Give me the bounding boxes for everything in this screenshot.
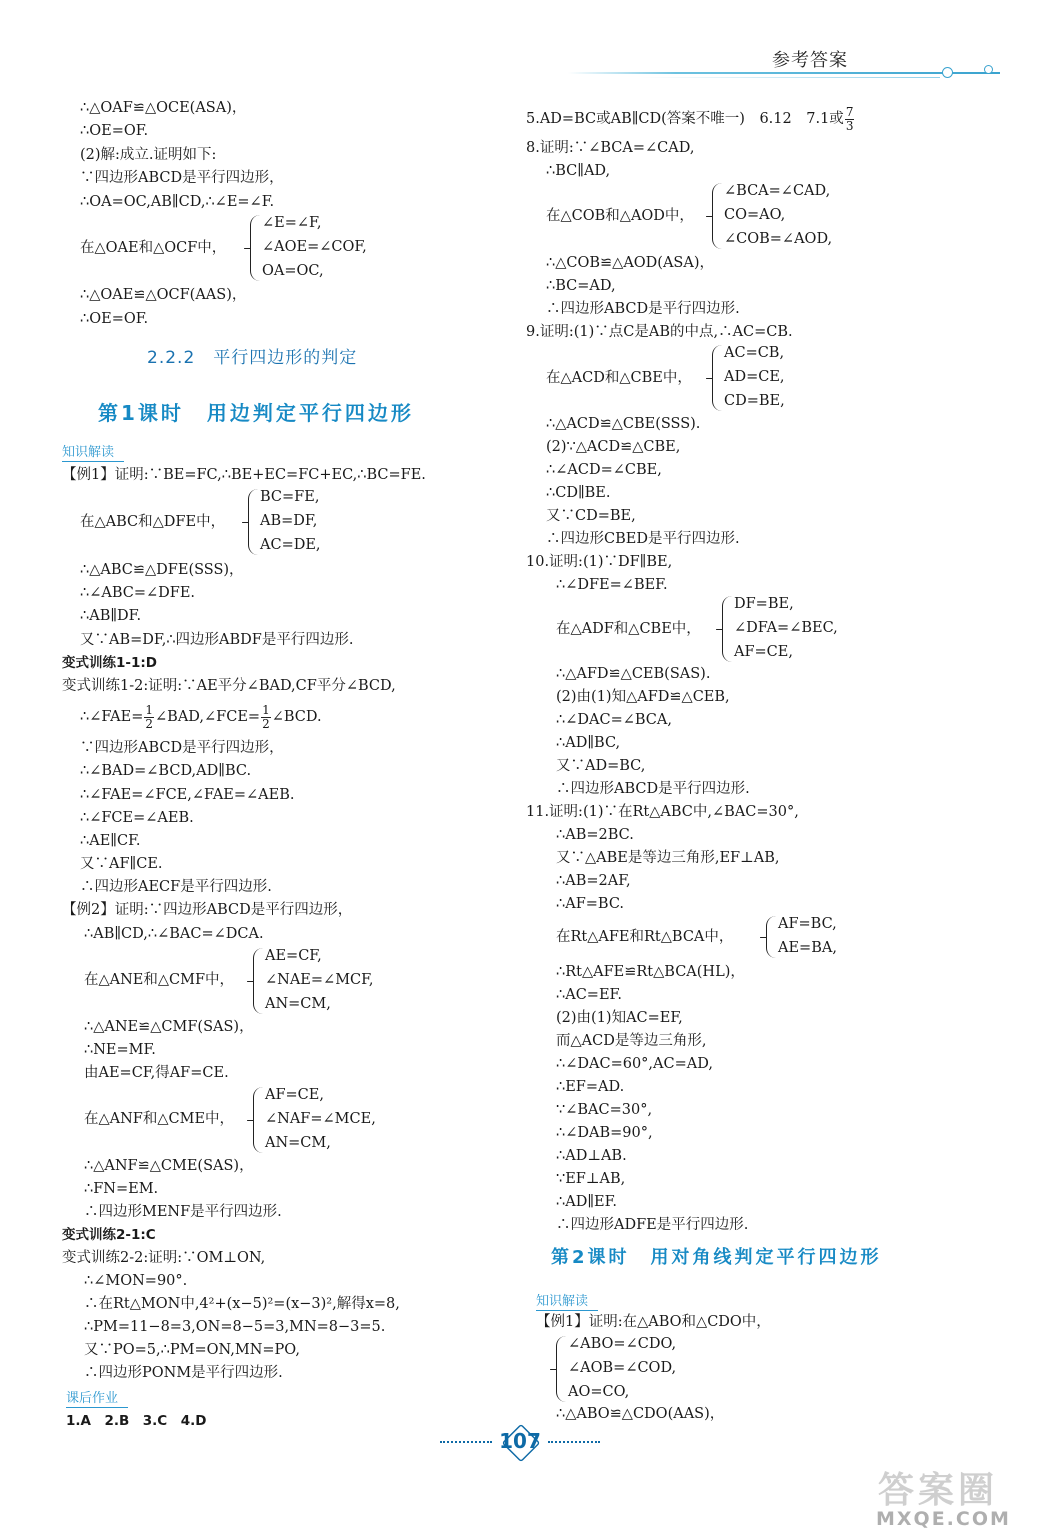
- system-item: ∠AOB=∠COD,: [568, 1360, 677, 1376]
- text-line: ∴四边形MENF是平行四边形.: [84, 1204, 282, 1220]
- system-item: AN=CM,: [265, 996, 331, 1012]
- variant-answer: 变式训练2-1:C: [62, 1227, 156, 1243]
- system-item: AD=CE,: [724, 369, 785, 385]
- fraction-denominator: 2: [145, 716, 154, 731]
- variant-line: 变式训练2-2:证明:∵OM⊥ON,: [62, 1250, 266, 1266]
- equation-system: [712, 343, 832, 413]
- system-item: AE=BA,: [778, 940, 837, 956]
- system-item: CD=BE,: [724, 393, 785, 409]
- lesson-title: 第2课时 用对角线判定平行四边形: [551, 1247, 882, 1268]
- text-line: ∴AB=2BC.: [556, 827, 634, 843]
- text-line: 又∵AB=DF,∴四边形ABDF是平行四边形.: [80, 632, 354, 648]
- answer-text: 5.AD=BC或AB∥CD(答案不唯一) 6.12 7.1或: [526, 111, 844, 127]
- text-line: (2)解:成立.证明如下:: [80, 147, 217, 163]
- text-line: 又∵AD=BC,: [556, 758, 646, 774]
- header-rule: [568, 72, 1000, 74]
- text-line: ∴AF=BC.: [556, 896, 625, 912]
- system-item: AO=CO,: [568, 1384, 630, 1400]
- system-lead: 在△OAE和△OCF中，: [80, 240, 227, 256]
- fraction-line: [80, 703, 322, 731]
- system-lead: 在△ANE和△CMF中，: [84, 972, 235, 988]
- system-lead: 在△ANF和△CME中，: [84, 1111, 235, 1127]
- text-line: ∴EF=AD.: [556, 1079, 625, 1095]
- brace-icon: [766, 916, 777, 958]
- brace-icon: [250, 215, 261, 281]
- text-line: ∴∠ACD=∠CBE,: [546, 462, 662, 478]
- text-line: ∵∠BAC=30°,: [556, 1102, 653, 1118]
- text-line: ∴△COB≌△AOD(ASA)，: [546, 255, 714, 271]
- system-item: AF=CE,: [734, 644, 793, 660]
- text-line: ∴AB∥DF.: [80, 608, 142, 624]
- brace-icon: [253, 948, 264, 1014]
- system-item: ∠NAE=∠MCF,: [265, 972, 374, 988]
- text-line: 而△ACD是等边三角形,: [556, 1033, 707, 1049]
- header-circle-icon: [942, 67, 953, 78]
- fraction-denominator: 3: [845, 118, 854, 133]
- text-line: 又∵△ABE是等边三角形,EF⊥AB,: [556, 850, 780, 866]
- fraction: [144, 704, 154, 731]
- system-item: AC=CB,: [724, 345, 785, 361]
- text-line: ∴BC∥AD,: [546, 163, 611, 179]
- system-item: AF=CE,: [265, 1087, 324, 1103]
- header-circle-icon: [984, 65, 993, 74]
- text-line: ∴△ANF≌△CME(SAS)，: [84, 1158, 254, 1174]
- text-line: ∴△OAE≌△OCF(AAS)，: [80, 287, 247, 303]
- system-item: OA=OC,: [262, 263, 324, 279]
- fraction-numerator: 7: [845, 104, 854, 119]
- system-item: ∠ABO=∠CDO,: [568, 1336, 677, 1352]
- text-line: ∴△ANE≌△CMF(SAS)，: [84, 1019, 254, 1035]
- answer-line: [526, 104, 855, 134]
- text-line: ∴∠DAB=90°,: [556, 1125, 653, 1141]
- system-item: DF=BE,: [734, 596, 794, 612]
- text-line: ∴OA=OC,AB∥CD,∴∠E=∠F.: [80, 194, 275, 210]
- text-line: 由AE=CF,得AF=CE.: [84, 1065, 229, 1081]
- system-item: AF=BC,: [778, 916, 837, 932]
- fraction: [845, 106, 855, 133]
- section-title: 2.2.2 平行四边形的判定: [147, 348, 358, 368]
- example-line: 【例2】证明:∵四边形ABCD是平行四边形，: [62, 902, 353, 918]
- text-line: ∴四边形PONM是平行四边形.: [84, 1365, 283, 1381]
- fraction-text: ∠BAD,∠FCE=: [155, 709, 261, 725]
- text-line: 11.证明:(1)∵在Rt△ABC中,∠BAC=30°,: [526, 804, 799, 820]
- text-line: ∴△ABO≌△CDO(AAS)，: [556, 1406, 725, 1422]
- text-line: ∴AC=EF.: [556, 987, 622, 1003]
- text-line: ∴四边形CBED是平行四边形.: [546, 531, 740, 547]
- brace-icon: [712, 345, 723, 411]
- text-line: ∴∠FCE=∠AEB.: [80, 810, 194, 826]
- text-line: ∴OE=OF.: [80, 311, 149, 327]
- text-line: ∴AB∥CD,∴∠BAC=∠DCA.: [84, 926, 264, 942]
- system-lead: 在Rt△AFE和Rt△BCA中，: [556, 929, 734, 945]
- watermark-url: MXQE.COM: [876, 1508, 1011, 1530]
- example-line: 【例1】证明:∵BE=FC,∴BE+EC=FC+EC,∴BC=FE.: [62, 467, 426, 483]
- system-item: ∠COB=∠AOD,: [724, 231, 833, 247]
- brace-icon: [556, 1336, 567, 1402]
- text-line: ∴△AFD≌△CEB(SAS).: [556, 666, 711, 682]
- text-line: 10.证明:(1)∵DF∥BE,: [526, 554, 673, 570]
- text-line: ∵四边形ABCD是平行四边形，: [80, 740, 284, 756]
- text-line: ∴∠FAE=∠FCE,∠FAE=∠AEB.: [80, 787, 295, 803]
- system-item: CO=AO,: [724, 207, 786, 223]
- text-line: 8.证明:∵∠BCA=∠CAD,: [526, 140, 695, 156]
- equation-system: [712, 181, 872, 251]
- system-item: ∠NAF=∠MCE,: [265, 1111, 376, 1127]
- watermark-logo: 答案圈: [878, 1470, 999, 1511]
- brace-icon: [248, 489, 259, 555]
- text-line: ∴AE∥CF.: [80, 833, 141, 849]
- fraction-text: ∴∠FAE=: [80, 709, 144, 725]
- example-line: 【例1】证明:在△ABO和△CDO中，: [536, 1314, 771, 1330]
- system-lead: 在△COB和△AOD中，: [546, 208, 694, 224]
- text-line: 又∵PO=5,∴PM=ON,MN=PO,: [84, 1342, 300, 1358]
- text-line: ∴CD∥BE.: [546, 485, 611, 501]
- text-line: ∴四边形ABCD是平行四边形.: [546, 301, 740, 317]
- text-line: (2)∵△ACD≌△CBE,: [546, 439, 681, 455]
- system-item: AN=CM,: [265, 1135, 331, 1151]
- section-tag: 知识解读: [62, 441, 114, 460]
- text-line: ∴四边形AECF是平行四边形.: [80, 879, 272, 895]
- system-item: AE=CF,: [265, 948, 322, 964]
- brace-icon: [253, 1087, 264, 1153]
- lesson-title: 第1课时 用边判定平行四边形: [98, 401, 414, 425]
- text-line: ∴四边形ABCD是平行四边形.: [556, 781, 750, 797]
- text-line: ∴AB=2AF,: [556, 873, 631, 889]
- variant-answer: 变式训练1-1:D: [62, 655, 157, 671]
- text-line: ∴∠BAD=∠BCD,AD∥BC.: [80, 763, 252, 779]
- equation-system: [722, 594, 882, 664]
- equation-system: [253, 946, 413, 1016]
- section-tag: 课后作业: [66, 1387, 118, 1406]
- footer-dots: [548, 1441, 600, 1443]
- system-lead: 在△ABC和△DFE中，: [80, 514, 226, 530]
- text-line: ∴AD∥BC,: [556, 735, 621, 751]
- fraction: [261, 704, 271, 731]
- text-line: 9.证明:(1)∵点C是AB的中点,∴AC=CB.: [526, 324, 793, 340]
- text-line: ∴∠DAC=∠BCA,: [556, 712, 672, 728]
- text-line: ∴FN=EM.: [84, 1181, 159, 1197]
- text-line: ∵EF⊥AB,: [556, 1171, 626, 1187]
- page-header: [560, 44, 1000, 84]
- section-tag: 知识解读: [536, 1290, 588, 1309]
- text-line: ∴PM=11−8=3,ON=8−5=3,MN=8−3=5.: [84, 1319, 386, 1335]
- text-line: ∴OE=OF.: [80, 123, 149, 139]
- text-line: ∴∠MON=90°.: [84, 1273, 188, 1289]
- equation-system: [556, 1334, 716, 1404]
- system-lead: 在△ACD和△CBE中，: [546, 370, 692, 386]
- text-line: ∴△ABC≌△DFE(SSS)，: [80, 562, 244, 578]
- system-item: ∠AOE=∠COF,: [262, 239, 367, 255]
- brace-icon: [712, 183, 723, 249]
- page-number: [496, 1424, 544, 1458]
- text-line: ∴Rt△AFE≌Rt△BCA(HL)，: [556, 964, 745, 980]
- text-line: (2)由(1)知AC=EF,: [556, 1010, 683, 1026]
- system-item: AB=DF,: [260, 513, 318, 529]
- text-line: ∴△OAF≌△OCE(ASA)，: [80, 100, 247, 116]
- brace-icon: [722, 596, 733, 662]
- fraction-text: ∠BCD.: [271, 709, 322, 725]
- equation-system: [250, 213, 410, 283]
- text-line: ∴四边形ADFE是平行四边形.: [556, 1217, 749, 1233]
- text-line: (2)由(1)知△AFD≌△CEB,: [556, 689, 730, 705]
- equation-system: [248, 487, 368, 557]
- fraction-numerator: 1: [262, 702, 270, 717]
- system-item: BC=FE,: [260, 489, 320, 505]
- system-item: ∠BCA=∠CAD,: [724, 183, 831, 199]
- text-line: ∴∠ABC=∠DFE.: [80, 585, 196, 601]
- text-line: ∴在Rt△MON中,4²+(x−5)²=(x−3)²,解得x=8,: [84, 1296, 400, 1312]
- text-line: 又∵AF∥CE.: [80, 856, 163, 872]
- answer-line: 1.A 2.B 3.C 4.D: [66, 1413, 207, 1429]
- watermark: [860, 1462, 1040, 1532]
- fraction-numerator: 1: [145, 702, 154, 717]
- system-item: AC=DE,: [260, 537, 321, 553]
- text-line: ∵四边形ABCD是平行四边形，: [80, 170, 284, 186]
- text-line: 又∵CD=BE,: [546, 508, 636, 524]
- text-line: ∴AD⊥AB.: [556, 1148, 627, 1164]
- text-line: ∴BC=AD,: [546, 278, 616, 294]
- text-line: ∴∠DAC=60°,AC=AD,: [556, 1056, 713, 1072]
- system-item: ∠E=∠F,: [262, 215, 322, 231]
- equation-system: [253, 1085, 413, 1155]
- text-line: ∴AD∥EF.: [556, 1194, 618, 1210]
- text-line: ∴△ACD≌△CBE(SSS).: [546, 416, 701, 432]
- variant-line: 变式训练1-2:证明:∵AE平分∠BAD,CF平分∠BCD,: [62, 678, 396, 694]
- header-rule-thin: [640, 77, 940, 78]
- fraction-denominator: 2: [262, 716, 270, 731]
- header-title: 参考答案: [772, 50, 848, 71]
- text-line: ∴∠DFE=∠BEF.: [556, 577, 668, 593]
- system-lead: 在△ADF和△CBE中，: [556, 621, 701, 637]
- footer-dots: [440, 1441, 492, 1443]
- page-number-text: 107: [499, 1429, 541, 1453]
- system-item: ∠DFA=∠BEC,: [734, 620, 838, 636]
- equation-system: [766, 914, 876, 960]
- text-line: ∴NE=MF.: [84, 1042, 156, 1058]
